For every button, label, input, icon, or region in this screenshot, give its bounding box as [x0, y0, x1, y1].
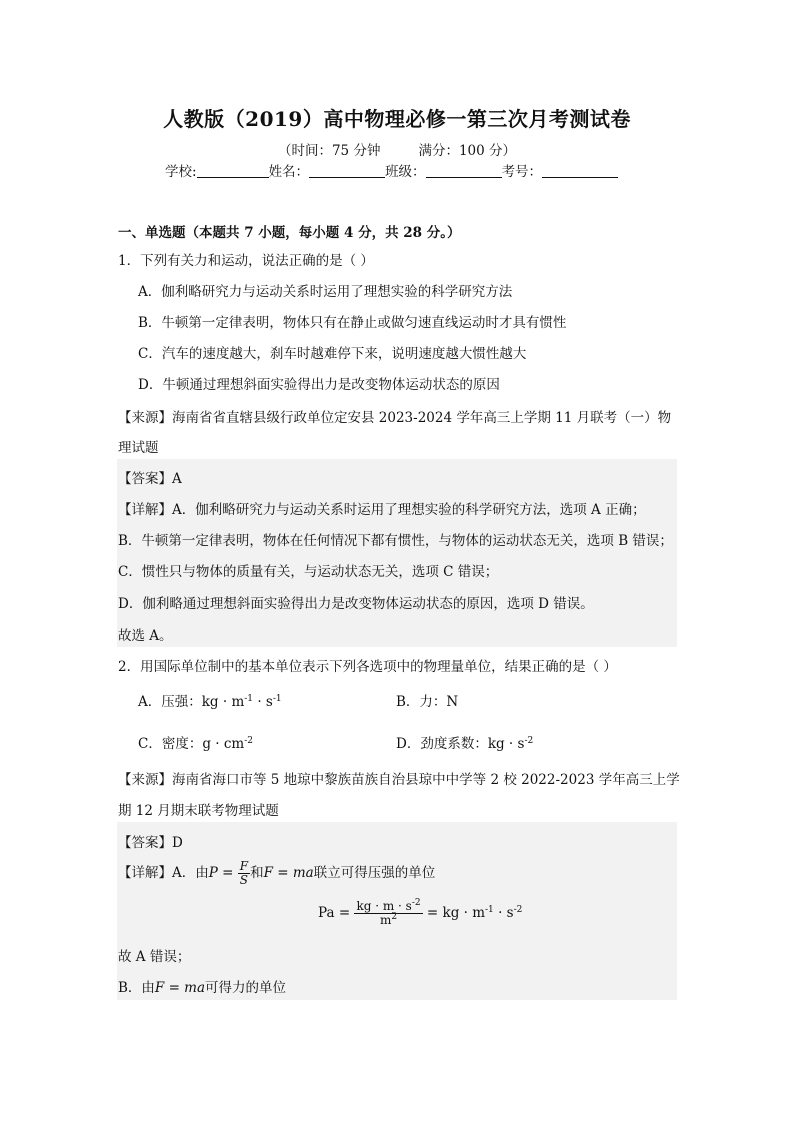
newton-formula-b: F = ma — [154, 980, 206, 996]
question-1-stem: 1．下列有关力和运动，说法正确的是（ ） — [118, 253, 374, 269]
formula-num-text: kg · m · s — [356, 899, 412, 913]
q2-option-d-exp: -2 — [524, 736, 534, 746]
number-field[interactable] — [542, 163, 618, 178]
exam-time: （时间：75 分钟 — [277, 143, 381, 159]
q2-option-c-text: C．密度：g · cm — [138, 736, 245, 752]
exam-full-score: 满分：100 分） — [418, 143, 517, 159]
q1-option-a: A．伽利略研究力与运动关系时运用了理想实验的科学研究方法 — [138, 284, 513, 300]
formula-denominator — [354, 914, 422, 927]
q1-source-cont: 理试题 — [118, 440, 159, 456]
q1-source: 【来源】海南省省直辖县级行政单位定安县 2023-2024 学年高三上学期 11 月联考（一）物 — [118, 410, 672, 426]
q2-option-a-exp1: -1 — [244, 694, 254, 704]
q2-option-d — [396, 732, 533, 752]
class-field[interactable] — [426, 163, 502, 178]
exam-meta — [0, 139, 794, 159]
formula-rhs: = kg · m — [426, 905, 486, 921]
q1-option-b: B．牛顿第一定律表明，物体只有在静止或做匀速直线运动时才具有惯性 — [138, 315, 567, 331]
question-2-stem: 2．用国际单位制中的基本单位表示下列各选项中的物理量单位，结果正确的是（ ） — [118, 659, 617, 675]
q2-option-a-text: A．压强：kg · m — [138, 694, 245, 710]
number-label: 考号： — [501, 164, 543, 180]
class-label: 班级： — [385, 164, 426, 180]
q1-solution-box — [117, 459, 677, 647]
page-title: 人教版（2019）高中物理必修一第三次月考测试卷 — [163, 107, 631, 131]
formula-numerator — [354, 900, 422, 914]
pressure-unit-formula — [318, 900, 522, 927]
area-symbol: S — [239, 873, 249, 887]
q1-detail-b: B．牛顿第一定律表明，物体在任何情况下都有惯性，与物体的运动状态无关，选项 B 错误； — [118, 533, 673, 549]
q2-detail-a-post: 联立可得压强的单位 — [313, 865, 436, 881]
formula-den-exp: 2 — [391, 912, 398, 922]
q1-detail-c: C．惯性只与物体的质量有关，与运动状态无关，选项 C 错误； — [118, 564, 499, 580]
formula-rhs-mid: · s — [493, 905, 514, 921]
formula-den-text: m — [379, 913, 392, 927]
q2-detail-b-post: 可得力的单位 — [205, 980, 287, 996]
q2-source: 【来源】海南省海口市等 5 地琼中黎族苗族自治县琼中中学等 2 校 2022-2023 学年高三上学 — [118, 772, 680, 788]
name-field[interactable] — [309, 163, 385, 178]
newton-formula: F = ma — [263, 865, 314, 881]
formula-rhs-exp2: -2 — [513, 905, 523, 915]
q2-detail-b — [118, 976, 286, 996]
section-heading: 一、单选题（本题共 7 小题，每小题 4 分，共 28 分。） — [118, 225, 461, 241]
q1-answer: 【答案】A — [118, 471, 182, 487]
q2-option-a-exp2: -1 — [272, 694, 282, 704]
q2-detail-b-pre: B．由 — [118, 980, 155, 996]
q2-option-c-exp: -2 — [244, 736, 253, 746]
q2-option-a — [138, 690, 282, 710]
name-label: 姓名： — [268, 164, 310, 180]
q2-detail-a-pre: 【详解】A．由 — [118, 865, 209, 881]
q2-option-d-text: D．劲度系数：kg · s — [396, 736, 525, 752]
formula-lhs: Pa = — [318, 905, 351, 921]
formula-num-exp: -2 — [411, 898, 421, 908]
q1-detail-d: D．伽利略通过理想斜面实验得出力是改变物体运动状态的原因，选项 D 错误。 — [118, 596, 594, 612]
q2-option-c — [138, 732, 253, 752]
student-info-row — [165, 160, 618, 180]
q2-detail-a-and: 和 — [250, 865, 264, 881]
q2-conclusion-a: 故 A 错误； — [118, 949, 191, 965]
pressure-fraction — [238, 860, 250, 887]
formula-rhs-exp1: -1 — [485, 905, 494, 915]
q2-option-b: B．力：N — [396, 694, 459, 710]
q1-option-c: C．汽车的速度越大，刹车时越难停下来，说明速度越大惯性越大 — [138, 346, 527, 362]
force-symbol: F — [239, 859, 249, 873]
q2-option-a-mid: · s — [253, 694, 273, 710]
q1-detail-a: 【详解】A．伽利略研究力与运动关系时运用了理想实验的科学研究方法，选项 A 正确； — [118, 502, 646, 518]
q2-source-cont: 期 12 月期末联考物理试题 — [118, 803, 279, 819]
school-field[interactable] — [197, 163, 269, 178]
q1-option-d: D．牛顿通过理想斜面实验得出力是改变物体运动状态的原因 — [138, 377, 500, 393]
formula-fraction — [354, 900, 422, 927]
q1-conclusion: 故选 A。 — [118, 628, 173, 644]
school-label: 学校: — [165, 164, 197, 180]
q2-detail-a: 【详解】A．由P = $\frac{F}{S}$ 和F = ma联立可得压强的单位 — [118, 859, 436, 887]
q2-answer: 【答案】D — [118, 835, 183, 851]
pressure-formula: P — [208, 865, 218, 881]
